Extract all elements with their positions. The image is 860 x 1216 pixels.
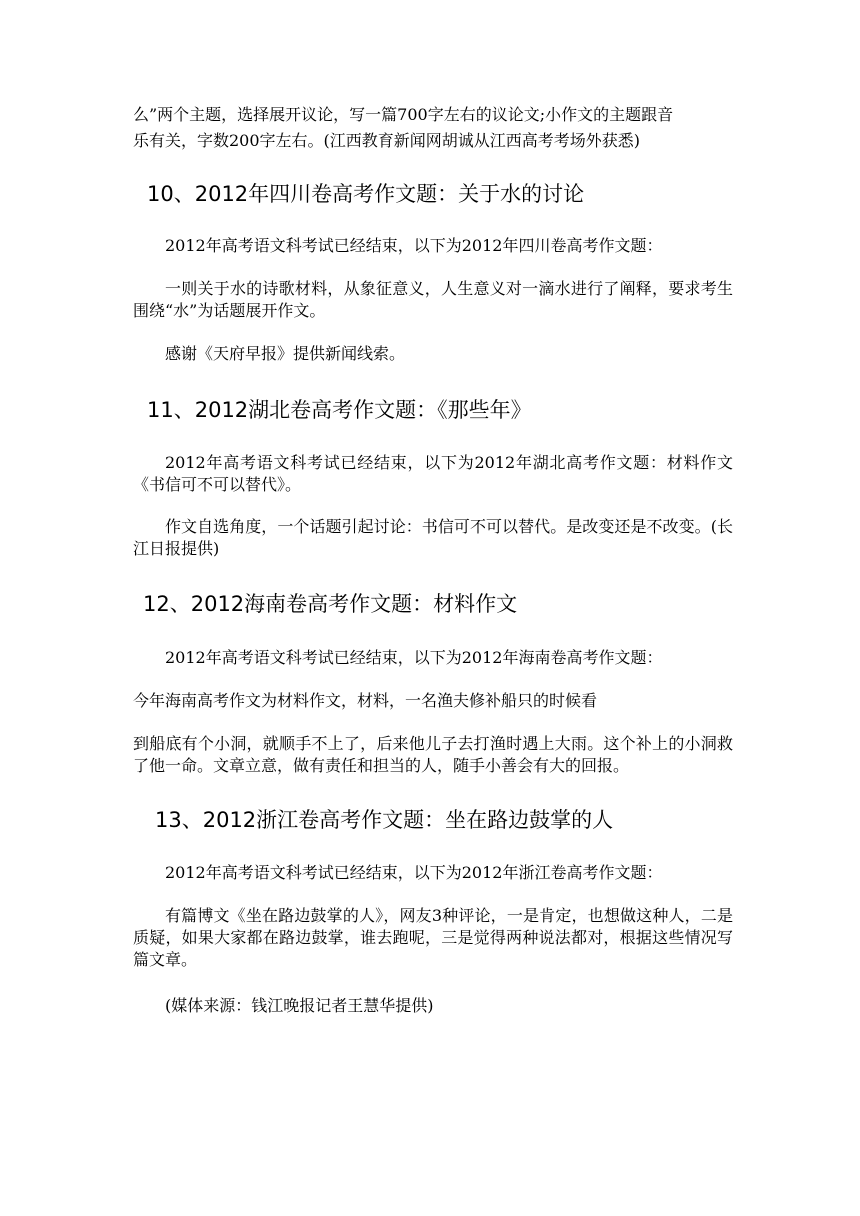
section-10-paragraph-1: 2012年高考语文科考试已经结束，以下为2012年四川卷高考作文题： — [165, 236, 663, 255]
section-12-paragraph-3: 到船底有个小洞，就顺手不上了，后来他儿子去打渔时遇上大雨。这个补上的小洞救了他一命。文章立意，做有责任和担当的人，随手小善会有大的回报。 — [133, 734, 733, 775]
section-12-paragraph-2: 今年海南高考作文为材料作文，材料，一名渔夫修补船只的时候看 — [133, 691, 598, 710]
section-heading-11: 11、2012湖北卷高考作文题：《那些年》 — [147, 398, 532, 422]
section-13-paragraph-3: (媒体来源：钱江晚报记者王慧华提供) — [165, 996, 434, 1015]
section-heading-10: 10、2012年四川卷高考作文题：关于水的讨论 — [147, 182, 585, 206]
intro-line-1: 么”两个主题，选择展开议论，写一篇700字左右的议论文;小作文的主题跟音 — [133, 105, 674, 124]
section-13-paragraph-1: 2012年高考语文科考试已经结束，以下为2012年浙江卷高考作文题： — [165, 863, 663, 882]
section-10-paragraph-3: 感谢《天府早报》提供新闻线索。 — [165, 344, 406, 363]
section-11-paragraph-1: 2012年高考语文科考试已经结束，以下为2012年湖北高考作文题：材料作文《书信可不可以替代》。 — [133, 453, 733, 494]
section-heading-13: 13、2012浙江卷高考作文题：坐在路边鼓掌的人 — [155, 808, 614, 832]
intro-line-2: 乐有关，字数200字左右。(江西教育新闻网胡诚从江西高考考场外获悉) — [133, 131, 641, 150]
section-11-paragraph-2: 作文自选角度，一个话题引起讨论：书信可不可以替代。是改变还是不改变。(长江日报提供) — [133, 517, 733, 558]
section-13-paragraph-2: 有篇博文《坐在路边鼓掌的人》，网友3种评论，一是肯定，也想做这种人，二是质疑，如果大家都在路边鼓掌，谁去跑呢，三是觉得两种说法都对，根据这些情况写篇文章。 — [133, 906, 733, 969]
section-12-paragraph-1: 2012年高考语文科考试已经结束，以下为2012年海南卷高考作文题： — [165, 648, 663, 667]
section-10-paragraph-2: 一则关于水的诗歌材料，从象征意义，人生意义对一滴水进行了阐释，要求考生围绕“水”为话题展开作文。 — [133, 279, 733, 320]
section-heading-12: 12、2012海南卷高考作文题：材料作文 — [143, 592, 518, 616]
